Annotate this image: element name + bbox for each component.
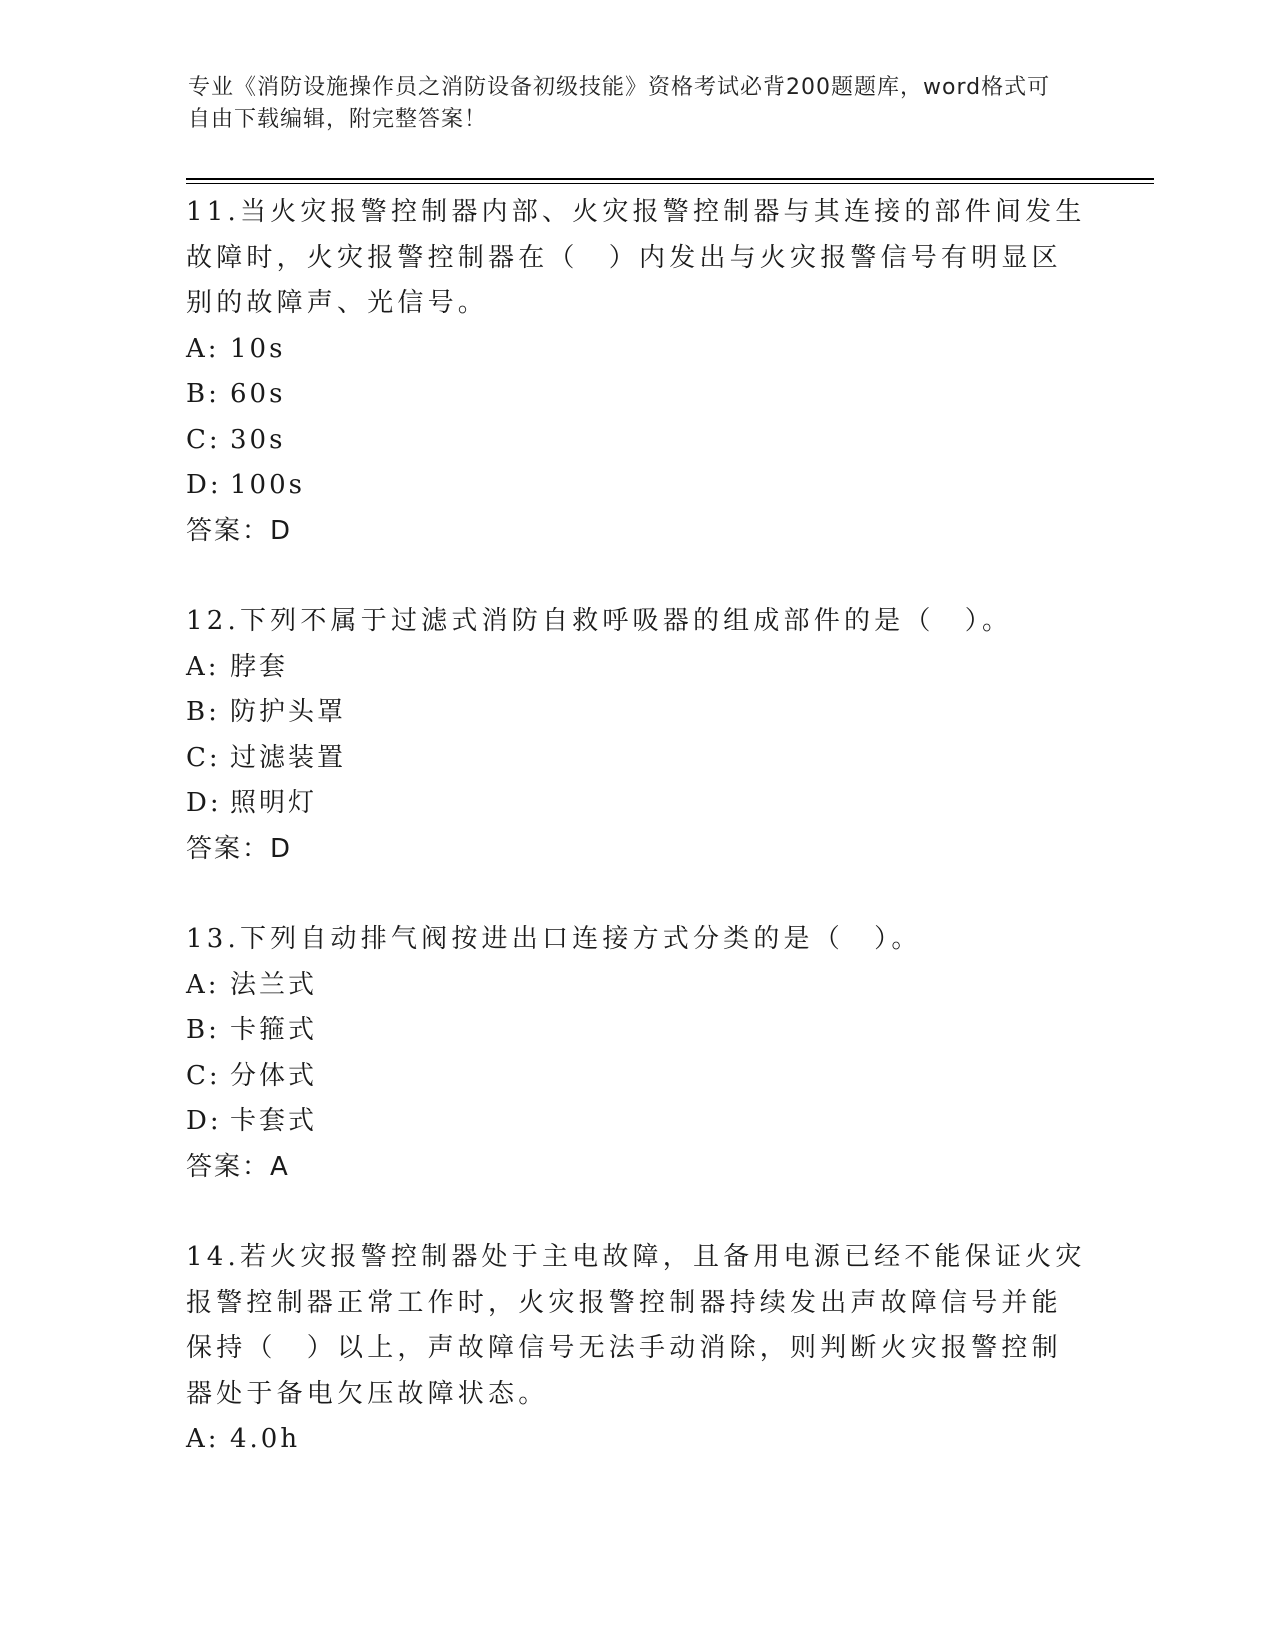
option-text: 100s (230, 470, 305, 500)
option-b (186, 1008, 1086, 1054)
answer-line: 答案：A (186, 1151, 290, 1182)
option-text: 30s (230, 424, 286, 455)
option-text: 60s (230, 379, 286, 409)
option-d (186, 1099, 1086, 1145)
option-key: A: (186, 333, 220, 364)
question-stem: 13.下列自动排气阀按进出口连接方式分类的是（ ）。 (186, 924, 922, 954)
option-key: A: (186, 969, 220, 1000)
option-b (186, 372, 1086, 418)
question-12 (186, 599, 1086, 872)
option-text: 卡箍式 (230, 1015, 318, 1045)
option-key: A: (186, 651, 220, 682)
option-key: B: (186, 1015, 220, 1045)
option-key: A: (186, 1424, 220, 1454)
option-d (186, 781, 1086, 827)
option-key: D: (186, 788, 222, 818)
option-text: 法兰式 (230, 969, 318, 1000)
question-11 (186, 190, 1086, 554)
option-a (186, 963, 1086, 1009)
option-text: 4.0h (230, 1424, 301, 1454)
option-text: 10s (230, 333, 286, 364)
option-key: C: (186, 742, 221, 773)
question-stem: 12.下列不属于过滤式消防自救呼吸器的组成部件的是（ ）。 (186, 606, 1013, 636)
option-text: 分体式 (230, 1060, 318, 1091)
option-c (186, 736, 1086, 782)
document-header: 专业《消防设施操作员之消防设备初级技能》资格考试必背200题题库，word格式可自由下载编辑，附完整答案！ (188, 75, 1051, 132)
question-stem: 11.当火灾报警控制器内部、火灾报警控制器与其连接的部件间发生故障时，火灾报警控制器在（ ）内发出与火灾报警信号有明显区别的故障声、光信号。 (186, 197, 1086, 318)
header-divider-thin (186, 183, 1154, 184)
option-c (186, 418, 1086, 464)
option-key: D: (186, 1106, 222, 1136)
option-key: C: (186, 1060, 221, 1091)
option-a (186, 327, 1086, 373)
answer-line: 答案：D (186, 515, 293, 546)
option-key: B: (186, 697, 220, 727)
option-text: 照明灯 (230, 788, 318, 818)
question-stem: 14.若火灾报警控制器处于主电故障，且备用电源已经不能保证火灾报警控制器正常工作时，火灾报警控制器持续发出声故障信号并能保持（ ）以上，声故障信号无法手动消除，则判断火灾报警控制器处于备电欠压故障状态。 (186, 1242, 1086, 1409)
question-13 (186, 917, 1086, 1190)
option-key: C: (186, 424, 221, 455)
option-key: D: (186, 470, 222, 500)
option-c (186, 1054, 1086, 1100)
option-text: 卡套式 (230, 1106, 318, 1136)
answer-line: 答案：D (186, 833, 293, 864)
option-text: 脖套 (230, 651, 289, 682)
question-list (186, 190, 1086, 1508)
option-a (186, 1417, 1086, 1463)
option-text: 过滤装置 (230, 742, 347, 773)
question-14 (186, 1235, 1086, 1463)
option-d (186, 463, 1086, 509)
option-text: 防护头罩 (230, 697, 347, 727)
option-b (186, 690, 1086, 736)
header-divider-thick (186, 178, 1154, 180)
option-key: B: (186, 379, 220, 409)
option-a (186, 645, 1086, 691)
